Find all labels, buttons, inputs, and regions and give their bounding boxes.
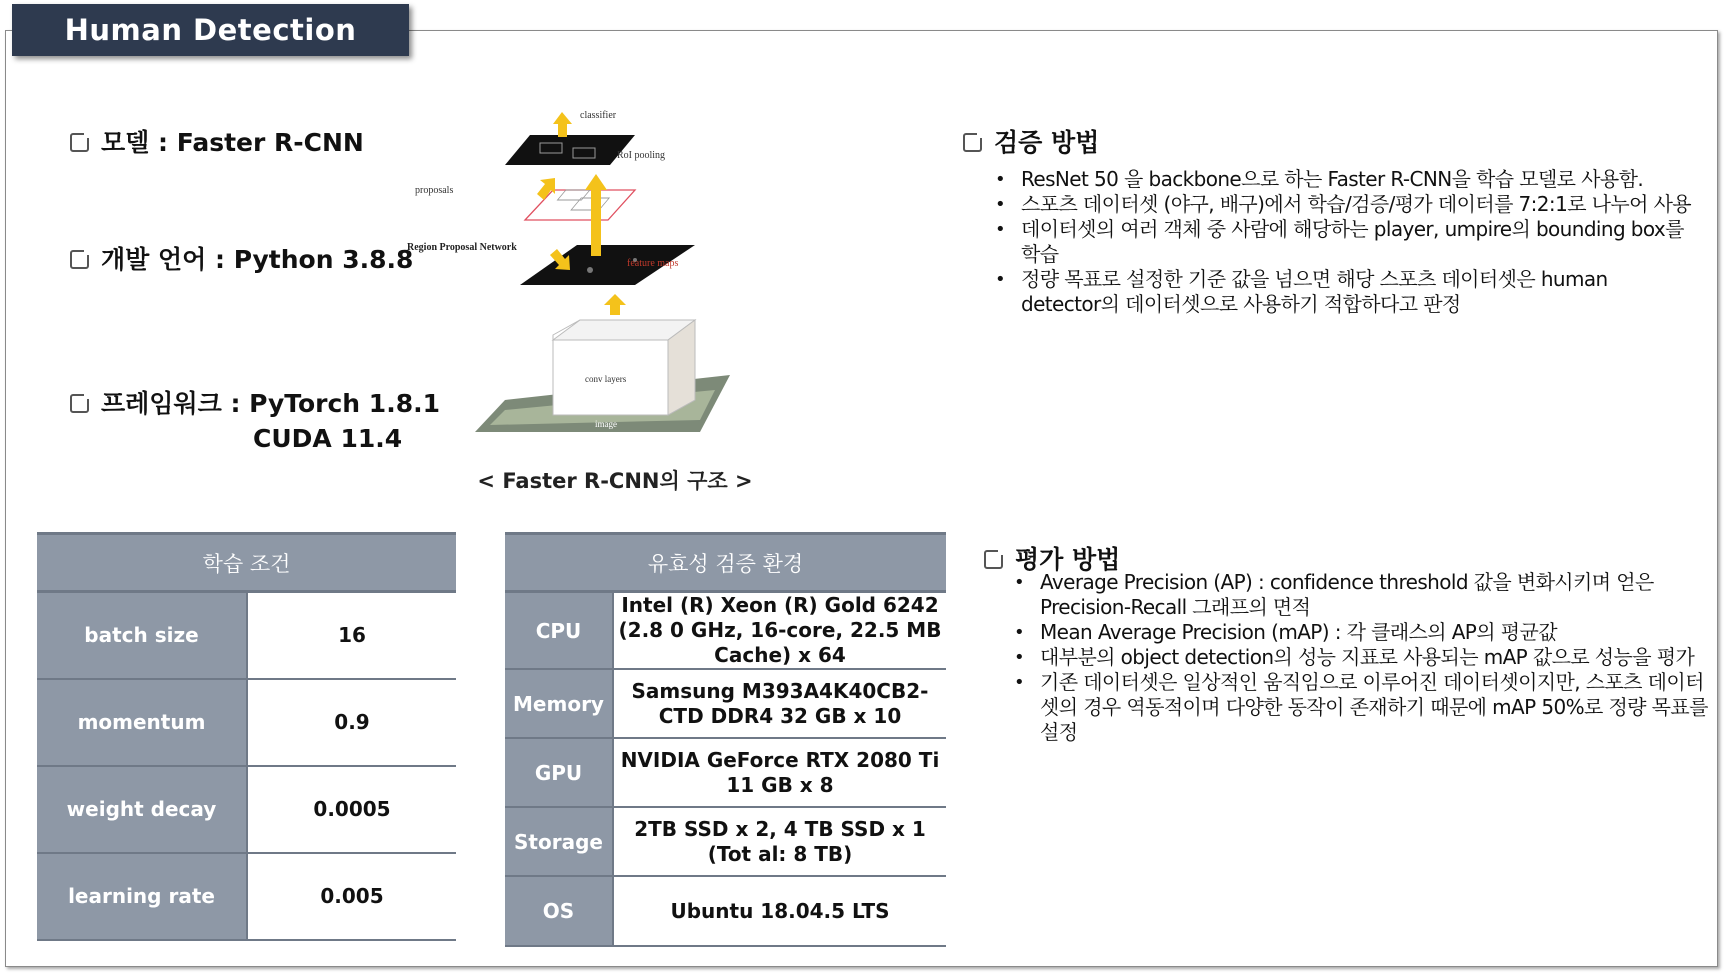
list-item: • 기존 데이터셋은 일상적인 움직임으로 이루어진 데이터셋이지만, 스포츠 데이터셋의 경우 역동적이며 다양한 동작이 존재하기 때문에 mAP 50%로 정량 목표를 설정: [1011, 670, 1711, 745]
spec-model: [70, 123, 364, 159]
roi-pooling-slab: [505, 135, 635, 165]
list-item: • 대부분의 object detection의 성능 지표로 사용되는 mAP 값으로 성능을 평가: [1011, 645, 1711, 670]
table-row: [505, 669, 946, 738]
spec-framework: [70, 384, 440, 420]
list-item: • Mean Average Precision (mAP) : 각 클래스의 AP의 평균값: [1011, 620, 1711, 645]
checkbox-icon: [70, 133, 89, 152]
table-cell-value: 0.005: [247, 853, 456, 940]
table-row: [505, 876, 946, 946]
image-label: image: [595, 419, 617, 429]
table-cell-label: momentum: [37, 679, 247, 766]
table-cell-value: 0.9: [247, 679, 456, 766]
list-item: • ResNet 50 을 backbone으로 하는 Faster R-CNN을 학습 모델로 사용함.: [992, 167, 1692, 192]
arrow-feature-to-roi-shaft: [591, 188, 601, 256]
table-row: [37, 766, 456, 853]
table-cell-label: CPU: [505, 592, 613, 670]
spec-model-text: 모델 : Faster R-CNN: [101, 128, 364, 157]
spec-language-text: 개발 언어 : Python 3.8.8: [101, 245, 414, 274]
arrow-to-proposals: [537, 178, 555, 200]
spec-framework-text: 프레임워크 : PyTorch 1.8.1: [101, 389, 440, 418]
feature-dot: [587, 267, 593, 273]
table-cell-label: learning rate: [37, 853, 247, 940]
env-table-header: 유효성 검증 환경: [505, 534, 946, 592]
feature-maps-label: feature maps: [627, 258, 679, 269]
diagram-caption: < Faster R-CNN의 구조 >: [477, 469, 753, 493]
validation-environment-table: [505, 532, 946, 947]
table-cell-value: 16: [247, 592, 456, 679]
arrow-classifier-shaft: [558, 122, 567, 137]
conv-layers-label: conv layers: [585, 374, 627, 384]
checkbox-icon: [984, 550, 1003, 569]
table-row: [37, 853, 456, 940]
table-cell-label: batch size: [37, 592, 247, 679]
training-table-header: 학습 조건: [37, 534, 456, 592]
table-cell-value: 0.0005: [247, 766, 456, 853]
slide-title: Human Detection: [12, 4, 409, 56]
table-cell-value: Intel (R) Xeon (R) Gold 6242 (2.8 0 GHz, 16-core, 22.5 MB Cache) x 64: [613, 592, 946, 670]
table-row: [37, 679, 456, 766]
table-cell-label: weight decay: [37, 766, 247, 853]
training-conditions-table: [37, 532, 456, 941]
table-cell-value: 2TB SSD x 2, 4 TB SSD x 1 (Tot al: 8 TB): [613, 807, 946, 876]
roi-pooling-label: RoI pooling: [617, 150, 666, 161]
table-cell-value: NVIDIA GeForce RTX 2080 Ti 11 GB x 8: [613, 738, 946, 807]
arrow-feature-to-roi-head: [585, 174, 607, 190]
table-cell-label: GPU: [505, 738, 613, 807]
list-item: • 정량 목표로 설정한 기준 값을 넘으면 해당 스포츠 데이터셋은 human detector의 데이터셋으로 사용하기 적합하다고 판정: [992, 267, 1692, 317]
table-cell-label: Memory: [505, 669, 613, 738]
table-row: [37, 592, 456, 679]
table-row: [505, 738, 946, 807]
arrow-conv-to-features: [604, 294, 626, 315]
spec-cuda: CUDA 11.4: [253, 424, 403, 453]
list-item: • 스포츠 데이터셋 (야구, 배구)에서 학습/검증/평가 데이터를 7:2:1로 나누어 사용: [992, 192, 1692, 217]
table-cell-value: Ubuntu 18.04.5 LTS: [613, 876, 946, 946]
table-row: [505, 807, 946, 876]
evaluation-list: [1011, 570, 1711, 745]
table-cell-label: OS: [505, 876, 613, 946]
classifier-label: classifier: [580, 110, 617, 121]
table-cell-value: Samsung M393A4K40CB2-CTD DDR4 32 GB x 10: [613, 669, 946, 738]
rpn-label: Region Proposal Network: [407, 242, 517, 253]
evaluation-heading-text: 평가 방법: [1015, 545, 1121, 574]
validation-heading: [963, 123, 1099, 159]
table-cell-label: Storage: [505, 807, 613, 876]
list-item: • 데이터셋의 여러 객체 중 사람에 해당하는 player, umpire의 bounding box를 학습: [992, 217, 1692, 267]
spec-language: [70, 240, 413, 276]
list-item: • Average Precision (AP) : confidence threshold 값을 변화시키며 얻은 Precision-Recall 그래프의 면적: [1011, 570, 1711, 620]
validation-heading-text: 검증 방법: [994, 128, 1100, 157]
faster-rcnn-diagram: [407, 110, 775, 440]
proposals-label: proposals: [415, 185, 454, 196]
checkbox-icon: [70, 250, 89, 269]
checkbox-icon: [963, 133, 982, 152]
arrow-classifier-head: [553, 112, 572, 124]
validation-list: [992, 167, 1692, 317]
checkbox-icon: [70, 394, 89, 413]
table-row: [505, 592, 946, 670]
